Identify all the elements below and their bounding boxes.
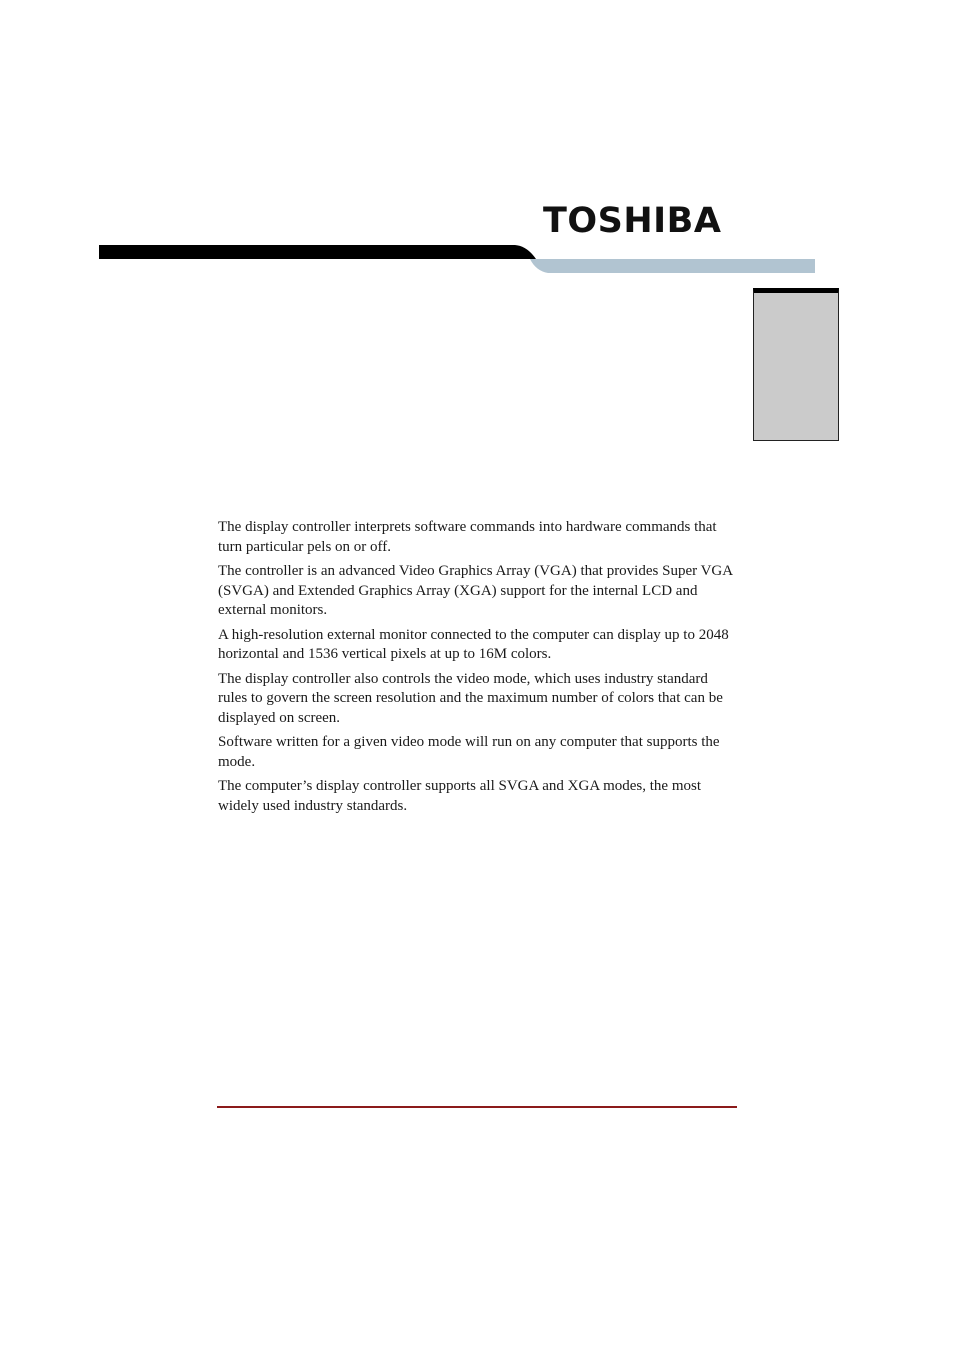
- paragraph: Software written for a given video mode will run on any computer that supports the mode.: [218, 734, 720, 770]
- paragraph: A high-resolution external monitor connected to the computer can display up to 2048 horizontal and 1536 vertical pixels at up to 16M colors.: [218, 626, 729, 662]
- header-bars: [0, 0, 954, 300]
- paragraph: The display controller also controls the video mode, which uses industry standard rules to govern the screen resolution and the maximum number of colors that can be displayed on screen.: [218, 670, 723, 726]
- paragraph: The computer’s display controller supports all SVGA and XGA modes, the most widely used industry standards.: [218, 778, 701, 814]
- footer-rule: [217, 1106, 737, 1108]
- paragraph: The controller is an advanced Video Graphics Array (VGA) that provides Super VGA (SVGA) and Extended Graphics Array (XGA) support for the internal LCD and external monitors.: [218, 563, 733, 618]
- header-black-bar: [99, 245, 536, 259]
- toshiba-logo: TOSHIBA: [543, 201, 722, 241]
- chapter-side-tab: [753, 288, 839, 441]
- body-text: [218, 518, 738, 821]
- paragraph: The display controller interprets software commands into hardware commands that turn particular pels on or off.: [218, 519, 717, 555]
- header-blue-bar: [530, 259, 815, 273]
